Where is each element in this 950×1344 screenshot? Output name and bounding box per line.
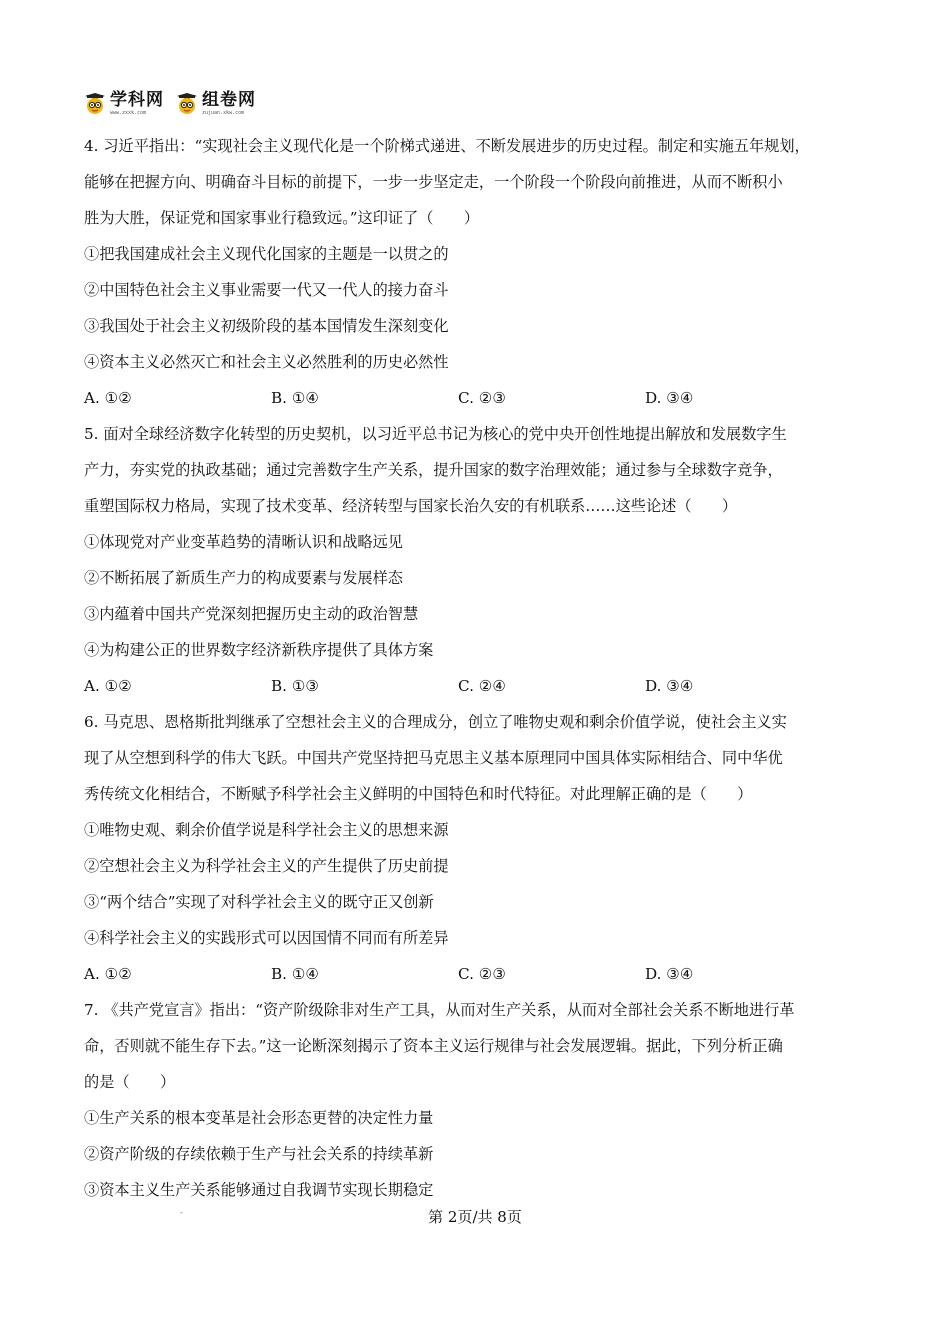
statement-item: ②中国特色社会主义事业需要一代又一代人的接力奋斗	[84, 281, 449, 299]
question-stem-line: 秀传统文化相结合，不断赋予科学社会主义鲜明的中国特色和时代特征。对此理解正确的是（ ）	[84, 785, 753, 803]
statement-item: ③我国处于社会主义初级阶段的基本国情发生深刻变化	[84, 317, 449, 335]
option-d[interactable]: D. ③④	[645, 389, 694, 407]
option-b[interactable]: B. ①③	[271, 677, 320, 695]
option-c[interactable]: C. ②③	[458, 965, 506, 983]
question-7	[84, 992, 844, 1208]
question-stem-line: 的是（ ）	[84, 1073, 176, 1091]
question-5	[84, 416, 844, 704]
mascot-icon	[176, 93, 198, 115]
brand-name: 学科网	[110, 90, 164, 110]
option-a[interactable]: A. ①②	[84, 965, 132, 983]
option-c[interactable]: C. ②④	[458, 677, 506, 695]
brand-name: 组卷网	[202, 90, 256, 110]
brand-xuekewang[interactable]	[84, 92, 164, 116]
statement-item: ④科学社会主义的实践形式可以因国情不同而有所差异	[84, 929, 449, 947]
mascot-icon	[84, 93, 106, 115]
statement-item: ④为构建公正的世界数字经济新秩序提供了具体方案	[84, 641, 434, 659]
option-d[interactable]: D. ③④	[645, 965, 694, 983]
option-b[interactable]: B. ①④	[271, 965, 320, 983]
statement-item: ③内蕴着中国共产党深刻把握历史主动的政治智慧	[84, 605, 419, 623]
question-stem-line: 产力，夯实党的执政基础；通过完善数字生产关系，提升国家的数字治理效能；通过参与全球数字竞争，	[84, 461, 783, 479]
statement-item: ①生产关系的根本变革是社会形态更替的决定性力量	[84, 1109, 434, 1127]
question-stem-line: 胜为大胜，保证党和国家事业行稳致远。”这印证了（ ）	[84, 209, 480, 227]
question-stem-line: 能够在把握方向、明确奋斗目标的前提下，一步一步坚定走，一个阶段一个阶段向前推进，从而不断积小	[84, 173, 783, 191]
answer-options	[84, 668, 844, 704]
option-a[interactable]: A. ①②	[84, 389, 132, 407]
option-d[interactable]: D. ③④	[645, 677, 694, 695]
statement-item: ③资本主义生产关系能够通过自我调节实现长期稳定	[84, 1181, 434, 1199]
option-c[interactable]: C. ②③	[458, 389, 506, 407]
question-stem-line: 重塑国际权力格局，实现了技术变革、经济转型与国家长治久安的有机联系……这些论述（ ）	[84, 497, 738, 515]
brand-zujuanwang[interactable]	[176, 92, 256, 116]
question-stem-line: 命，否则就不能生存下去。”这一论断深刻揭示了资本主义运行规律与社会发展逻辑。据此，下列分析正确	[84, 1037, 783, 1055]
question-stem-line: 7. 《共产党宣言》指出：“资产阶级除非对生产工具，从而对生产关系，从而对全部社会关系不断地进行革	[84, 1001, 795, 1019]
question-4	[84, 128, 844, 416]
answer-options	[84, 956, 844, 992]
statement-item: ①把我国建成社会主义现代化国家的主题是一以贯之的	[84, 245, 449, 263]
question-stem-line: 5. 面对全球经济数字化转型的历史契机，以习近平总书记为核心的党中央开创性地提出解放和发展数字生	[84, 425, 787, 443]
statement-item: ②空想社会主义为科学社会主义的产生提供了历史前提	[84, 857, 449, 875]
footer-mark: -	[180, 1208, 183, 1217]
questions-area	[84, 128, 844, 1208]
answer-options	[84, 380, 844, 416]
option-a[interactable]: A. ①②	[84, 677, 132, 695]
brand-url: zujuan.xkw.com	[202, 110, 245, 116]
header-logos	[84, 92, 256, 116]
statement-item: ④资本主义必然灭亡和社会主义必然胜利的历史必然性	[84, 353, 449, 371]
option-b[interactable]: B. ①④	[271, 389, 320, 407]
page-number: 第 2页/共 8页	[428, 1208, 522, 1226]
statement-item: ②不断拓展了新质生产力的构成要素与发展样态	[84, 569, 403, 587]
question-6	[84, 704, 844, 992]
question-stem-line: 现了从空想到科学的伟大飞跃。中国共产党坚持把马克思主义基本原理同中国具体实际相结合、同中华优	[84, 749, 783, 767]
brand-url: www.zxxk.com	[110, 110, 147, 116]
statement-item: ①唯物史观、剩余价值学说是科学社会主义的思想来源	[84, 821, 449, 839]
statement-item: ③“两个结合”实现了对科学社会主义的既守正又创新	[84, 893, 434, 911]
statement-item: ①体现党对产业变革趋势的清晰认识和战略远见	[84, 533, 403, 551]
statement-item: ②资产阶级的存续依赖于生产与社会关系的持续革新	[84, 1145, 434, 1163]
question-stem-line: 6. 马克思、恩格斯批判继承了空想社会主义的合理成分，创立了唯物史观和剩余价值学说，使社会主义实	[84, 713, 787, 731]
question-stem-line: 4. 习近平指出：“实现社会主义现代化是一个阶梯式递进、不断发展进步的历史过程。制定和实施五年规划，	[84, 137, 810, 155]
